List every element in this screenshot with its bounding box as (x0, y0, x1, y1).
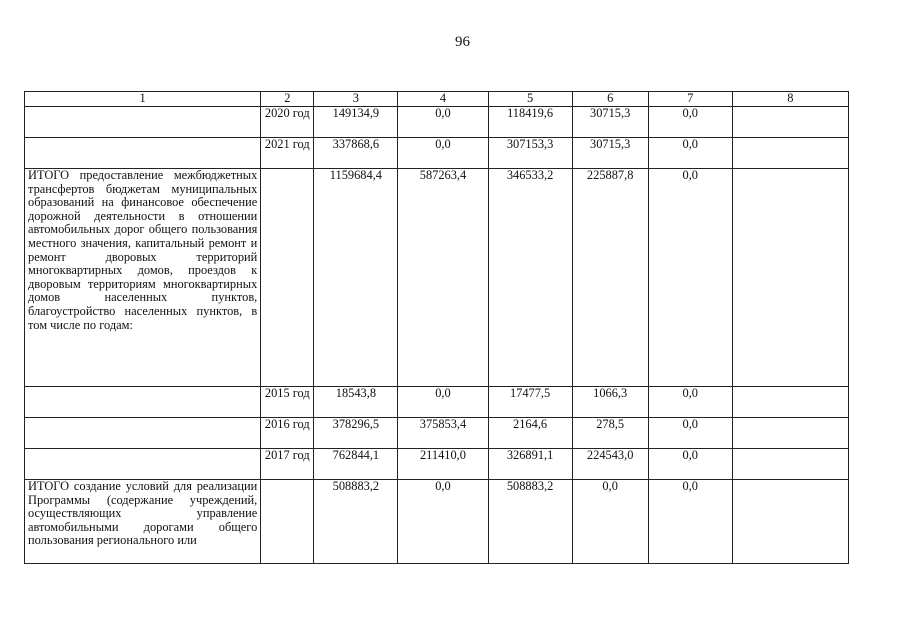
col5-value: 307153,3 (488, 138, 572, 169)
col8-value (732, 387, 848, 418)
col6-value: 1066,3 (572, 387, 648, 418)
table-row (25, 138, 849, 169)
col8-value (732, 480, 848, 564)
col4-value: 0,0 (398, 480, 488, 564)
column-header: 8 (732, 92, 848, 107)
column-header: 7 (648, 92, 732, 107)
total-value: 149134,9 (314, 107, 398, 138)
col7-value: 0,0 (648, 387, 732, 418)
column-header: 4 (398, 92, 488, 107)
col4-value: 0,0 (398, 387, 488, 418)
col8-value (732, 107, 848, 138)
row-year (261, 169, 314, 387)
col6-value: 30715,3 (572, 107, 648, 138)
total-value: 762844,1 (314, 449, 398, 480)
col5-value: 508883,2 (488, 480, 572, 564)
col8-value (732, 449, 848, 480)
budget-table (24, 91, 849, 564)
row-label (25, 449, 261, 480)
col5-value: 346533,2 (488, 169, 572, 387)
col7-value: 0,0 (648, 107, 732, 138)
row-label (25, 387, 261, 418)
table-header-row (25, 92, 849, 107)
col7-value: 0,0 (648, 169, 732, 387)
total-value: 1159684,4 (314, 169, 398, 387)
col5-value: 2164,6 (488, 418, 572, 449)
table-row (25, 418, 849, 449)
total-value: 18543,8 (314, 387, 398, 418)
row-label: ИТОГО создание условий для реализации Программы (содержание учреждений, осуществляющих управление автомобильными дорогами общего пользования регионального или (25, 480, 261, 564)
col7-value: 0,0 (648, 418, 732, 449)
col4-value: 587263,4 (398, 169, 488, 387)
row-year (261, 480, 314, 564)
row-label (25, 418, 261, 449)
column-header: 6 (572, 92, 648, 107)
col8-value (732, 138, 848, 169)
table-row (25, 480, 849, 564)
col6-value: 0,0 (572, 480, 648, 564)
col4-value: 0,0 (398, 107, 488, 138)
col8-value (732, 418, 848, 449)
page-number: 96 (455, 34, 470, 50)
table-row (25, 449, 849, 480)
total-value: 508883,2 (314, 480, 398, 564)
row-year: 2020 год (261, 107, 314, 138)
row-label (25, 107, 261, 138)
col5-value: 326891,1 (488, 449, 572, 480)
col6-value: 278,5 (572, 418, 648, 449)
row-year: 2016 год (261, 418, 314, 449)
col6-value: 225887,8 (572, 169, 648, 387)
col6-value: 30715,3 (572, 138, 648, 169)
column-header: 2 (261, 92, 314, 107)
col7-value: 0,0 (648, 138, 732, 169)
column-header: 1 (25, 92, 261, 107)
col7-value: 0,0 (648, 449, 732, 480)
col4-value: 211410,0 (398, 449, 488, 480)
col8-value (732, 169, 848, 387)
total-value: 337868,6 (314, 138, 398, 169)
column-header: 5 (488, 92, 572, 107)
row-label (25, 138, 261, 169)
col5-value: 17477,5 (488, 387, 572, 418)
total-value: 378296,5 (314, 418, 398, 449)
col4-value: 375853,4 (398, 418, 488, 449)
table-row (25, 169, 849, 387)
col6-value: 224543,0 (572, 449, 648, 480)
col4-value: 0,0 (398, 138, 488, 169)
col5-value: 118419,6 (488, 107, 572, 138)
col7-value: 0,0 (648, 480, 732, 564)
column-header: 3 (314, 92, 398, 107)
row-year: 2015 год (261, 387, 314, 418)
row-label: ИТОГО предоставление межбюджетных трансфертов бюджетам муниципальных образований на финансовое обеспечение дорожной деятельности в отношении автомобильных дорог общего пользования местного значения, капитальный ремонт и ремонт дворовых территорий многоквартирных домов, проездов к дворовым территориям многоквартирных домов населенных пунктов, благоустройство населенных пунктов, в том числе по годам: (25, 169, 261, 387)
row-year: 2021 год (261, 138, 314, 169)
table-row (25, 107, 849, 138)
table-row (25, 387, 849, 418)
row-year: 2017 год (261, 449, 314, 480)
